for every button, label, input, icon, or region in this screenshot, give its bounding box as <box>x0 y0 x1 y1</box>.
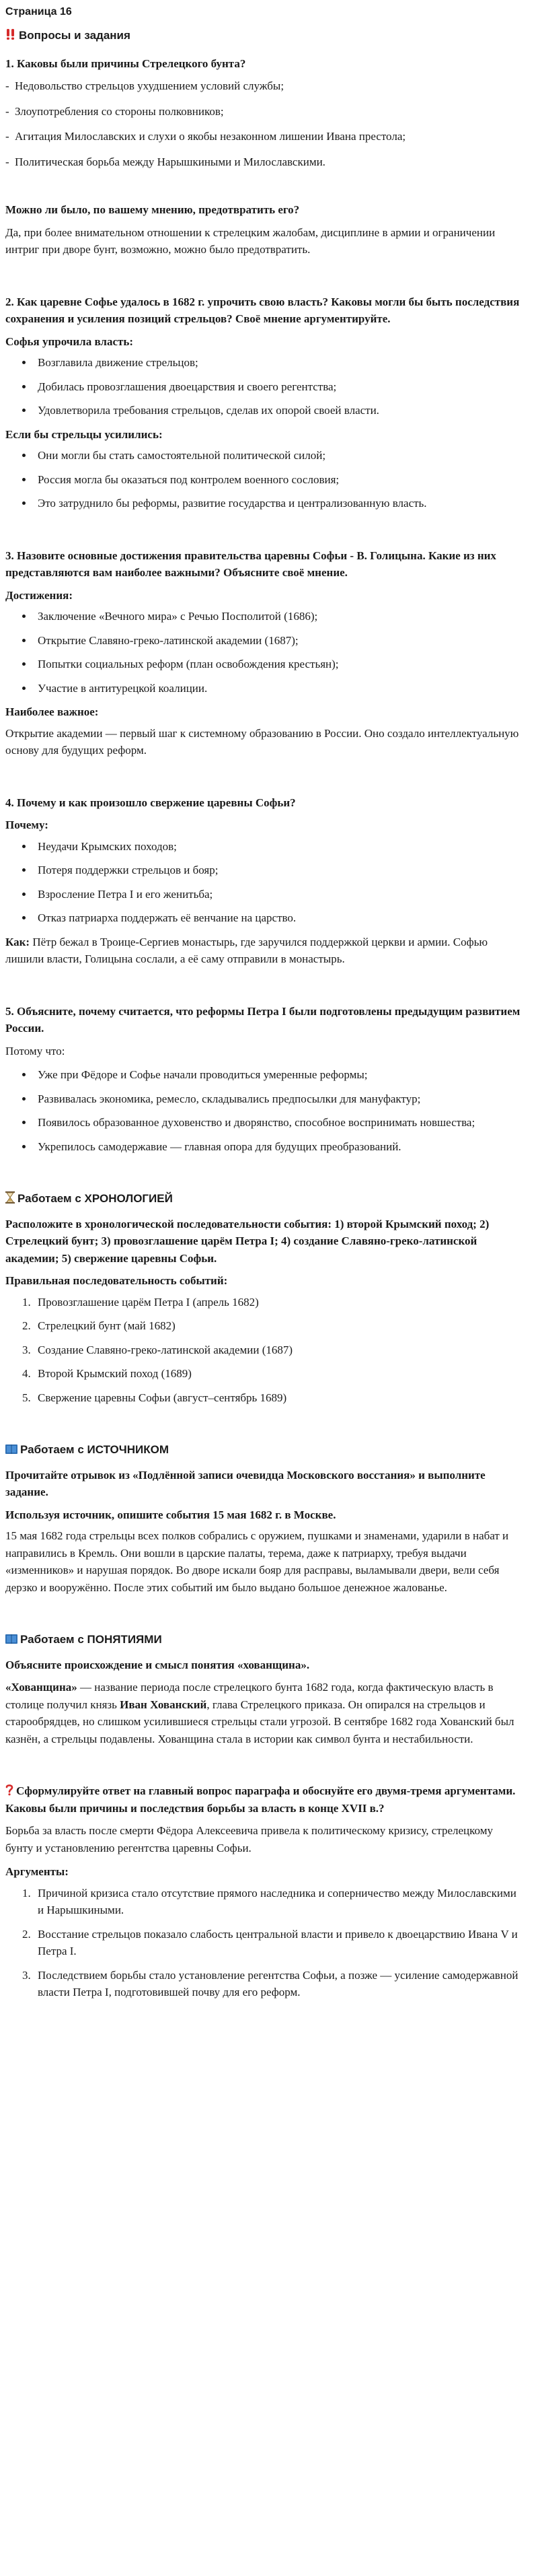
list-item: • Отказ патриарха поддержать её венчание на царство. <box>34 909 522 927</box>
concepts-term: «Хованщина» <box>5 1681 77 1694</box>
concepts-task: Объясните происхождение и смысл понятия «хованщина». <box>5 1658 310 1671</box>
chronology-sub: Правильная последовательность событий: <box>5 1274 228 1287</box>
list-item: • Удовлетворила требования стрельцов, сделав их опорой своей власти. <box>34 402 522 419</box>
source-title <box>5 1441 522 1459</box>
list-item: - Агитация Милославских и слухи о якобы незаконном лишении Ивана престола; <box>5 128 522 145</box>
list-item: - Злоупотребления со стороны полковников; <box>5 103 522 120</box>
question-5-list <box>5 1066 522 1155</box>
source-answer: 15 мая 1682 года стрельцы всех полков собрались с оружием, пушками и знаменами, ударили в набат и направились в Кремль. Они вошли в царские палаты, терема, даже к патриарху, требуя выдачи «изменников» и нарушая порядок. Во дворе искали бояр для расправы, выламывали двери, вели себя дерзко и вооружённо. После этих событий им было выдано большое денежное жалованье. <box>5 1529 509 1594</box>
question-1: 1. Каковы были причины Стрелецкого бунта? <box>5 57 246 70</box>
answer-3: Открытие академии — первый шаг к системному образованию в России. Оно создало интеллектуальную основу для будущих реформ. <box>5 726 519 757</box>
list-item: • Открытие Славяно-греко-латинской академии (1687); <box>34 632 522 650</box>
list-item: 2. Восстание стрельцов показало слабость центральной власти и привело к двоецарствию Ивана V и Петра I. <box>34 1926 522 1960</box>
question-4-list <box>5 838 522 927</box>
question-3-list <box>5 608 522 697</box>
question-2-list-1 <box>5 354 522 419</box>
answer-1b: Да, при более внимательном отношении к стрелецким жалобам, дисциплине в армии и ограничении интриг при дворе бунт, возможно, можно было предотвратить. <box>5 225 496 256</box>
answer-4-label: Как: <box>5 935 30 948</box>
section-heading <box>5 27 522 44</box>
list-item: 5. Свержение царевны Софьи (август–сентябрь 1689) <box>34 1389 522 1407</box>
final-list <box>5 1885 522 2001</box>
list-item: 1. Провозглашение царём Петра I (апрель 1682) <box>34 1294 522 1311</box>
page-label: Страница 16 <box>5 6 72 18</box>
list-item: • Укрепилось самодержавие — главная опора для будущих преобразований. <box>34 1138 522 1156</box>
question-5: 5. Объясните, почему считается, что реформы Петра I были подготовлены предыдущим развитием России. <box>5 1004 521 1035</box>
double-exclamation-icon <box>5 28 16 40</box>
chronology-title-text: Работаем с ХРОНОЛОГИЕЙ <box>17 1192 173 1205</box>
list-item: 1. Причиной кризиса стало отсутствие прямого наследника и соперничество между Милославскими и Нарышкиными. <box>34 1885 522 1919</box>
list-item: - Недовольство стрельцов ухудшением условий службы; <box>5 77 522 95</box>
question-3-sub-1: Достижения: <box>5 588 73 602</box>
question-3-sub-2: Наиболее важное: <box>5 705 99 718</box>
list-item: • Они могли бы стать самостоятельной политической силой; <box>34 447 522 464</box>
question-3: 3. Назовите основные достижения правительства царевны Софьи - В. Голицына. Какие из них представляются вам наиболее важными? Объясните своё мнение. <box>5 549 496 579</box>
question-4: 4. Почему и как произошло свержение царевны Софьи? <box>5 796 296 809</box>
source-title-text: Работаем с ИСТОЧНИКОМ <box>20 1443 169 1456</box>
list-item: • Уже при Фёдоре и Софье начали проводиться умеренные реформы; <box>34 1066 522 1084</box>
question-1b: Можно ли было, по вашему мнению, предотвратить его? <box>5 203 300 216</box>
source-task: Прочитайте отрывок из «Подлённой записи очевидца Московского восстания» и выполните задание. <box>5 1468 486 1498</box>
question-2: 2. Как царевне Софье удалось в 1682 г. упрочить свою власть? Каковы могли бы быть последствия сохранения и усиления позиций стрельцов? Своё мнение аргументируйте. <box>5 295 520 325</box>
concepts-title-text: Работаем с ПОНЯТИЯМИ <box>20 1633 162 1646</box>
list-item: 4. Второй Крымский поход (1689) <box>34 1365 522 1383</box>
chronology-list <box>5 1294 522 1407</box>
list-item: • Добилась провозглашения двоецарствия и своего регентства; <box>34 378 522 396</box>
list-item: • Неудачи Крымских походов; <box>34 838 522 856</box>
concepts-text-a: — название периода после стрелецкого бунта 1682 года, когда фактическую власть в столице получил князь <box>5 1681 494 1711</box>
section-heading-text: Вопросы и задания <box>19 29 130 42</box>
concepts-answer <box>5 1679 522 1747</box>
final-question <box>5 1782 522 1817</box>
question-mark-icon <box>5 1784 13 1796</box>
list-item: • Появилось образованное духовенство и дворянство, способное воспринимать новшества; <box>34 1114 522 1132</box>
chronology-task: Расположите в хронологической последовательности события: 1) второй Крымский поход; 2) Стрелецкий бунт; 3) провозглашение царём Петра I; 4) создание Славяно-греко-латинской академии; 5) свержение царевны Софьи. <box>5 1217 490 1265</box>
list-item: • Это затруднило бы реформы, развитие государства и централизованную власть. <box>34 495 522 512</box>
hourglass-icon <box>5 1191 15 1204</box>
list-item: • Россия могла бы оказаться под контролем военного сословия; <box>34 471 522 489</box>
book-icon <box>5 1634 17 1644</box>
list-item: • Потеря поддержки стрельцов и бояр; <box>34 862 522 879</box>
question-2-sub-2: Если бы стрельцы усилились: <box>5 427 163 441</box>
chronology-title <box>5 1190 522 1208</box>
list-item: - Политическая борьба между Нарышкиными и Милославскими. <box>5 153 522 171</box>
final-sub: Аргументы: <box>5 1865 69 1878</box>
concepts-text-b: , глава Стрелецкого приказа. Он опирался на стрельцов и старообрядцев, но слишком усилившиеся стрельцы стали угрозой. В сентябре 1682 года Хованский был казнён, а стрельцы подавлены. Хованщина стала в истории как символ бунта и нестабильности. <box>5 1698 514 1745</box>
list-item: • Участие в антитурецкой коалиции. <box>34 680 522 697</box>
question-5-lead: Потому что: <box>5 1044 65 1057</box>
question-2-sub-1: Софья упрочила власть: <box>5 335 133 348</box>
list-item: • Развивалась экономика, ремесло, складывались предпосылки для мануфактур; <box>34 1090 522 1108</box>
answer-4-text: Пётр бежал в Троице-Сергиев монастырь, где заручился поддержкой церкви и армии. Софью лишили власти, Голицына сослали, а её саму отправили в монастырь. <box>5 935 488 965</box>
final-question-text: Сформулируйте ответ на главный вопрос параграфа и обоснуйте его двумя-тремя аргументами. Каковы были причины и последствия борьбы за власть в конце XVII в.? <box>5 1784 516 1815</box>
question-1-list <box>5 77 522 170</box>
source-sub: Используя источник, опишите события 15 мая 1682 г. в Москве. <box>5 1508 336 1521</box>
book-icon <box>5 1444 17 1455</box>
list-item: • Возглавила движение стрельцов; <box>34 354 522 372</box>
question-4-sub-1: Почему: <box>5 819 48 831</box>
list-item: • Попытки социальных реформ (план освобождения крестьян); <box>34 656 522 673</box>
concepts-title <box>5 1631 522 1648</box>
list-item: • Заключение «Вечного мира» с Речью Посполитой (1686); <box>34 608 522 625</box>
answer-4 <box>5 934 522 968</box>
list-item: 3. Последствием борьбы стало установление регентства Софьи, а позже — усиление самодержавной власти Петра I, подготовившей почву для его реформ. <box>34 1967 522 2001</box>
list-item: 2. Стрелецкий бунт (май 1682) <box>34 1317 522 1335</box>
list-item: 3. Создание Славяно-греко-латинской академии (1687) <box>34 1342 522 1359</box>
final-answer: Борьба за власть после смерти Фёдора Алексеевича привела к политическому кризису, стрелецкому бунту и установлению регентства царевны Софьи. <box>5 1824 493 1854</box>
question-2-list-2 <box>5 447 522 512</box>
concepts-name: Иван Хованский <box>120 1698 207 1711</box>
list-item: • Взросление Петра I и его женитьба; <box>34 886 522 903</box>
